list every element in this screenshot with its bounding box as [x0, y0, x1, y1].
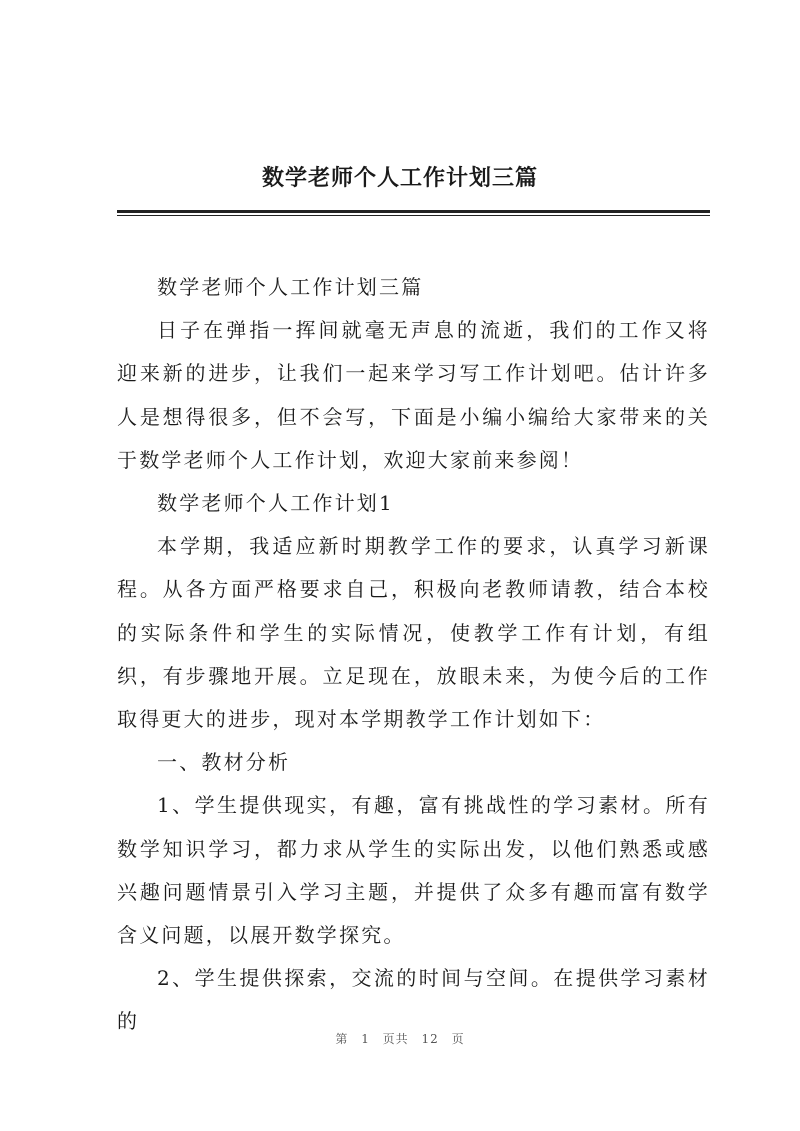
paragraph-section-title: 数学老师个人工作计划1 [157, 491, 394, 516]
paragraph-item-2: 2、学生提供探索，交流的时间与空间。在提供学习素材的 [117, 966, 710, 1034]
footer-label-end: 页 [451, 1032, 465, 1046]
paragraph-item-1: 1、学生提供现实，有趣，富有挑战性的学习素材。所有数学知识学习，都力求从学生的实际出发，以他们熟悉或感兴趣问题情景引入学习主题，并提供了众多有趣而富有数学含义问题，以展开数学探究。 [117, 793, 710, 948]
document-body [117, 266, 710, 1044]
page-title: 数学老师个人工作计划三篇 [261, 165, 538, 191]
title-rule-thin [117, 215, 710, 216]
footer-label-of: 页共 [382, 1032, 409, 1046]
paragraph-plan-intro: 本学期，我适应新时期教学工作的要求，认真学习新课程。从各方面严格要求自己，积极向老教师请教，结合本校的实际条件和学生的实际情况，使教学工作有计划，有组织，有步骤地开展。立足现在，放眼未来，为使今后的工作取得更大的进步，现对本学期教学工作计划如下： [117, 534, 710, 732]
footer-label-page: 第 [335, 1032, 349, 1046]
paragraph-intro: 日子在弹指一挥间就毫无声息的流逝，我们的工作又将迎来新的进步，让我们一起来学习写工作计划吧。估计许多人是想得很多，但不会写，下面是小编小编给大家带来的关于数学老师个人工作计划，欢迎大家前来参阅！ [117, 318, 710, 472]
title-rule [117, 210, 710, 213]
paragraph-heading: 数学老师个人工作计划三篇 [157, 275, 424, 299]
footer-total-pages: 12 [421, 1032, 439, 1046]
page-footer [0, 1030, 800, 1047]
paragraph-subheading: 一、教材分析 [157, 750, 291, 775]
footer-current-page: 1 [361, 1032, 370, 1046]
